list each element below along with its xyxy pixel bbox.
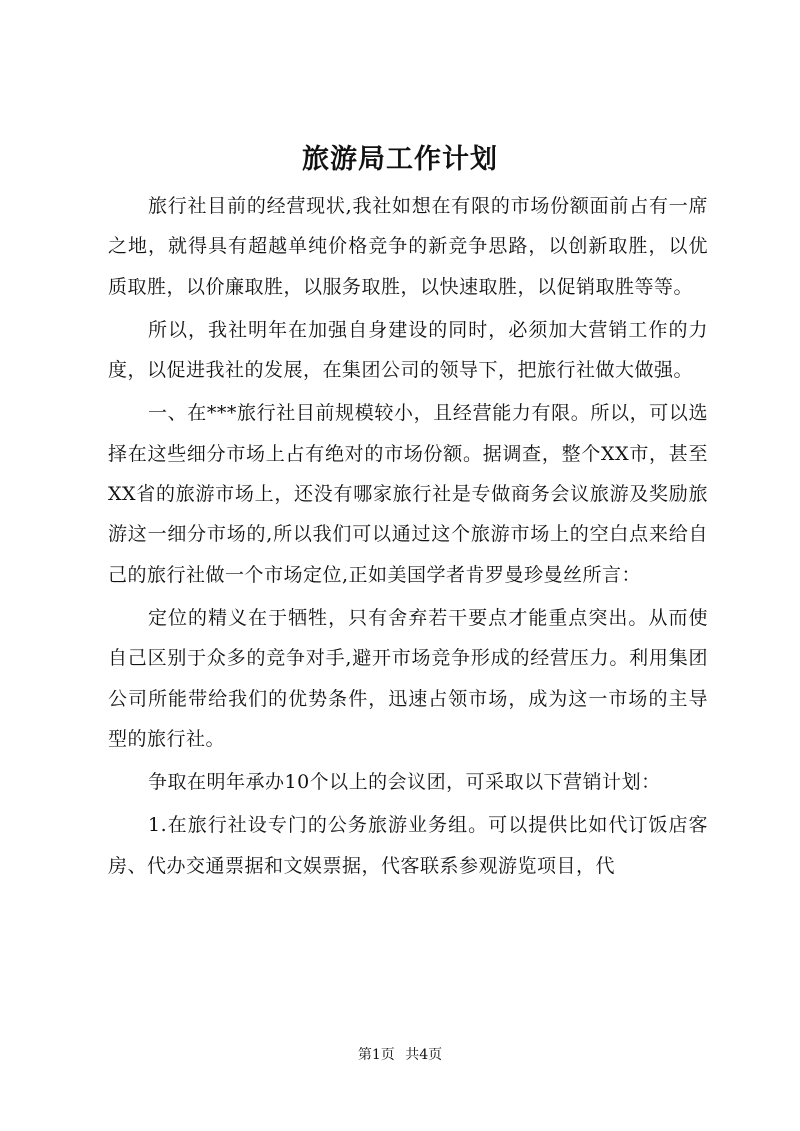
- paragraph-3: 一、在***旅行社目前规模较小，且经营能力有限。所以，可以选择在这些细分市场上占有绝对的市场份额。据调查，整个XX市，甚至XX省的旅游市场上，还没有哪家旅行社是专做商务会议旅游及奖励旅游这一细分市场的,所以我们可以通过这个旅游市场上的空白点来给自己的旅行社做一个市场定位,正如美国学者肯罗曼珍曼丝所言：: [108, 402, 708, 586]
- paragraph-5: 争取在明年承办10个以上的会议团，可采取以下营销计划：: [148, 771, 661, 794]
- page-footer: [0, 1045, 800, 1065]
- paragraph-1: 旅行社目前的经营现状,我社如想在有限的市场份额面前占有一席之地，就得具有超越单纯价格竞争的新竞争思路，以创新取胜，以优质取胜，以价廉取胜，以服务取胜，以快速取胜，以促销取胜等等。: [108, 195, 708, 298]
- paragraph-2: 所以，我社明年在加强自身建设的同时，必须加大营销工作的力度，以促进我社的发展，在集团公司的领导下，把旅行社做大做强。: [108, 318, 708, 382]
- document-title: 旅游局工作计划: [302, 144, 498, 175]
- paragraph-4: 定位的精义在于牺牲，只有舍弃若干要点才能重点突出。从而使自己区别于众多的竞争对手,避开市场竞争形成的经营压力。利用集团公司所能带给我们的优势条件，迅速占领市场，成为这一市场的主导型的旅行社。: [108, 606, 708, 750]
- page-number: 第1页: [357, 1047, 395, 1063]
- document-body: [108, 186, 708, 889]
- page-total: 共4页: [405, 1047, 443, 1063]
- paragraph-6: 1.在旅行社设专门的公务旅游业务组。可以提供比如代订饭店客房、代办交通票据和文娱票据，代客联系参观游览项目，代: [108, 814, 708, 877]
